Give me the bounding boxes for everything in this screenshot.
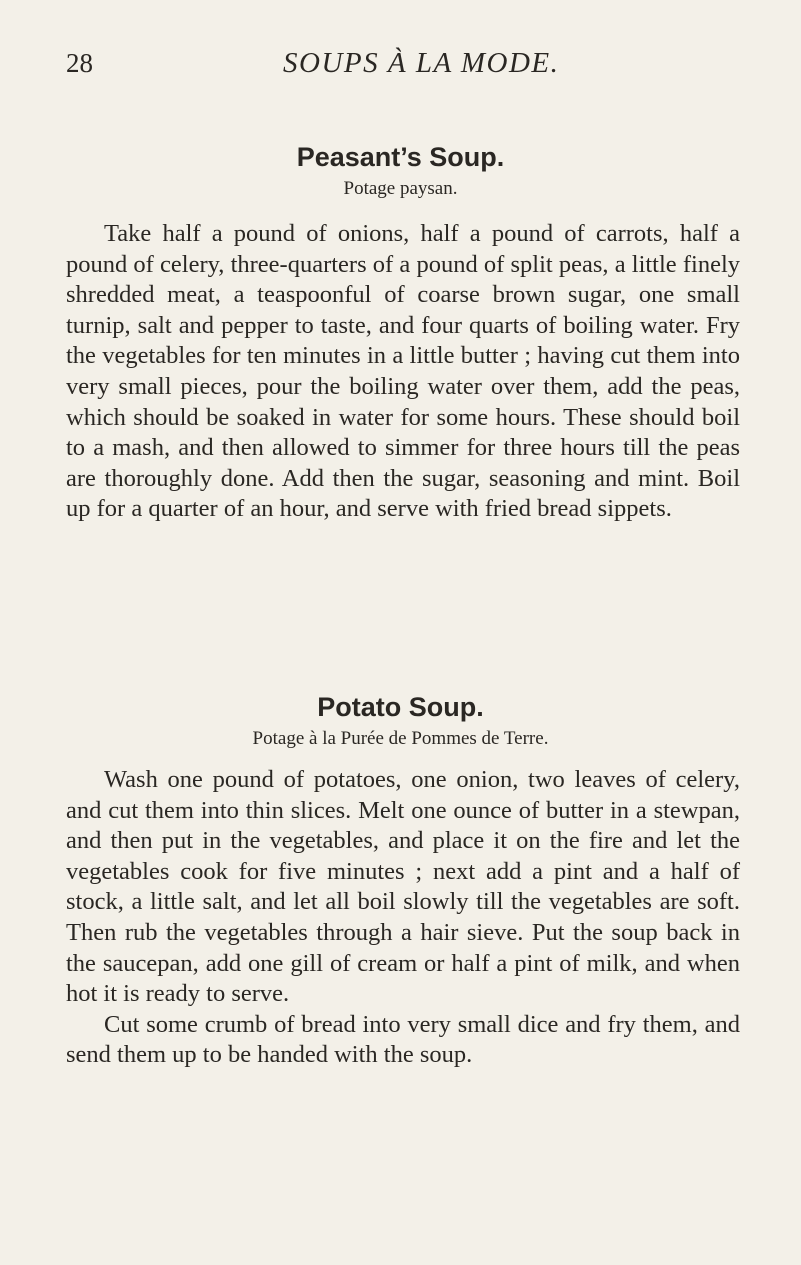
recipe-body-potato-soup [66,765,740,1071]
recipe-paragraph: Cut some crumb of bread into very small dice and fry them, and send them up to be handed with the soup. [66,1010,740,1069]
recipe-paragraph: Take half a pound of onions, half a pound of carrots, half a pound of celery, three-quarters of a pound of split peas, a little finely shredded meat, a teaspoonful of coarse brown sugar, one small turnip, salt and pepper to taste, and four quarts of boiling water. Fry the vegetables for ten minutes in a little butter ; having cut them into very small pieces, pour the boiling water over them, add the peas, which should be soaked in water for some hours. These should boil to a mash, and then allowed to simmer for three hours till the peas are thoroughly done. Add then the sugar, seasoning and mint. Boil up for a quarter of an hour, and serve with fried bread sippets. [66,220,740,523]
recipe-subtitle-potato-soup: Potage à la Purée de Pommes de Terre. [252,728,549,749]
recipe-title-potato-soup: Potato Soup. [317,692,484,722]
recipe-body-peasant-soup [66,219,740,525]
recipe-subtitle-peasant-soup: Potage paysan. [343,178,458,199]
recipe-title-peasant-soup: Peasant’s Soup. [296,142,505,172]
page-number: 28 [66,48,93,78]
recipe-paragraph: Wash one pound of potatoes, one onion, two leaves of celery, and cut them into thin slices. Melt one ounce of butter in a stewpan, and then put in the vegetables, and place it on the fire and let the vegetables cook for five minutes ; next add a pint and a half of stock, a little salt, and let all boil slowly till the vegetables are soft. Then rub the vegetables through a hair sieve. Put the soup back in the saucepan, add one gill of cream or half a pint of milk, and when hot it is ready to serve. [66,766,740,1008]
running-title: SOUPS À LA MODE. [283,47,560,79]
running-head [0,46,801,86]
